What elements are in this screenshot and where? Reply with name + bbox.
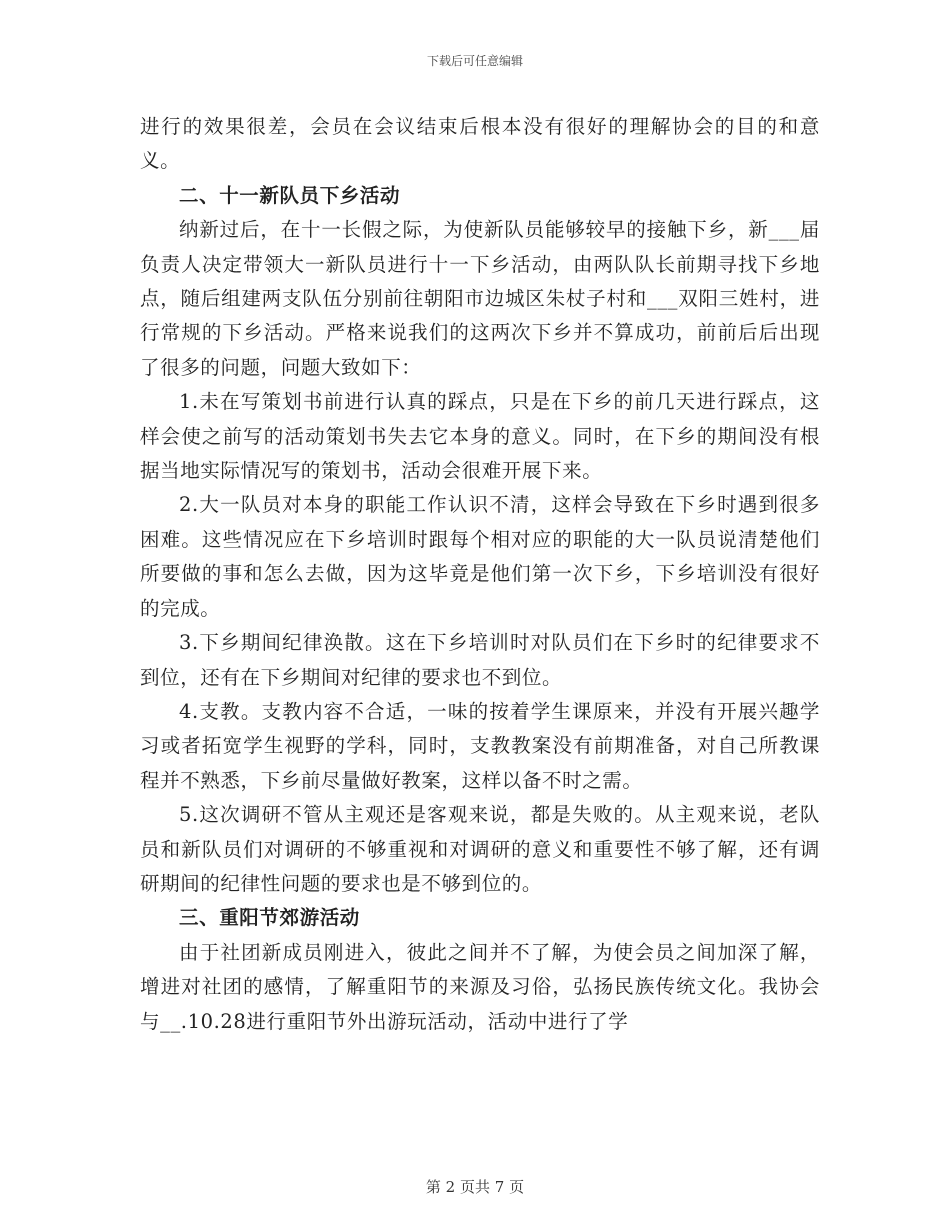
paragraph-continuation: 进行的效果很差，会员在会议结束后根本没有很好的理解协会的目的和意义。 — [140, 115, 820, 173]
paragraph-item-4: 4.支教。支教内容不合适，一味的按着学生课原来，并没有开展兴趣学习或者拓宽学生视野的学科，同时，支教教案没有前期准备，对自己所教课程并不熟悉，下乡前尽量做好教案，这样以备不时之需。 — [140, 699, 820, 792]
paragraph-item-5: 5.这次调研不管从主观还是客观来说，都是失败的。从主观来说，老队员和新队员们对调研的不够重视和对调研的意义和重要性不够了解，还有调研期间的纪律性问题的要求也是不够到位的。 — [140, 803, 820, 895]
section-heading-2: 二、十一新队员下乡活动 — [179, 183, 401, 207]
paragraph-item-3: 3.下乡期间纪律涣散。这在下乡培训时对队员们在下乡时的纪律要求不到位，还有在下乡期间对纪律的要求也不到位。 — [140, 631, 820, 689]
paragraph-intro-3: 由于社团新成员刚进入，彼此之间并不了解，为使会员之间加深了解，增进对社团的感情，了解重阳节的来源及习俗，弘扬民族传统文化。我协会与__.10.28进行重阳节外出游玩活动，活动中进行了学 — [140, 940, 820, 1033]
document-body — [140, 110, 820, 1039]
section-heading-3: 三、重阳节郊游活动 — [179, 906, 360, 930]
page-footer: 第 2 页共 7 页 — [425, 1178, 525, 1196]
paragraph-item-1: 1.未在写策划书前进行认真的踩点，只是在下乡的前几天进行踩点，这样会使之前写的活动策划书失去它本身的意义。同时，在下乡的期间没有根据当地实际情况写的策划书，活动会很难开展下来。 — [140, 390, 820, 483]
paragraph-item-2: 2.大一队员对本身的职能工作认识不清，这样会导致在下乡时遇到很多困难。这些情况应在下乡培训时跟每个相对应的职能的大一队员说清楚他们所要做的事和怎么去做，因为这毕竟是他们第一次下乡，下乡培训没有很好的完成。 — [140, 493, 820, 620]
paragraph-intro-2: 纳新过后，在十一长假之际，为使新队员能够较早的接触下乡，新___届负责人决定带领大一新队员进行十一下乡活动，由两队队长前期寻找下乡地点，随后组建两支队伍分别前往朝阳市边城区朱杖子村和___双阳三姓村，进行常规的下乡活动。严格来说我们的这两次下乡并不算成功，前前后后出现了很多的问题，问题大致如下： — [140, 218, 820, 379]
page-header: 下载后可任意编辑 — [426, 54, 523, 68]
